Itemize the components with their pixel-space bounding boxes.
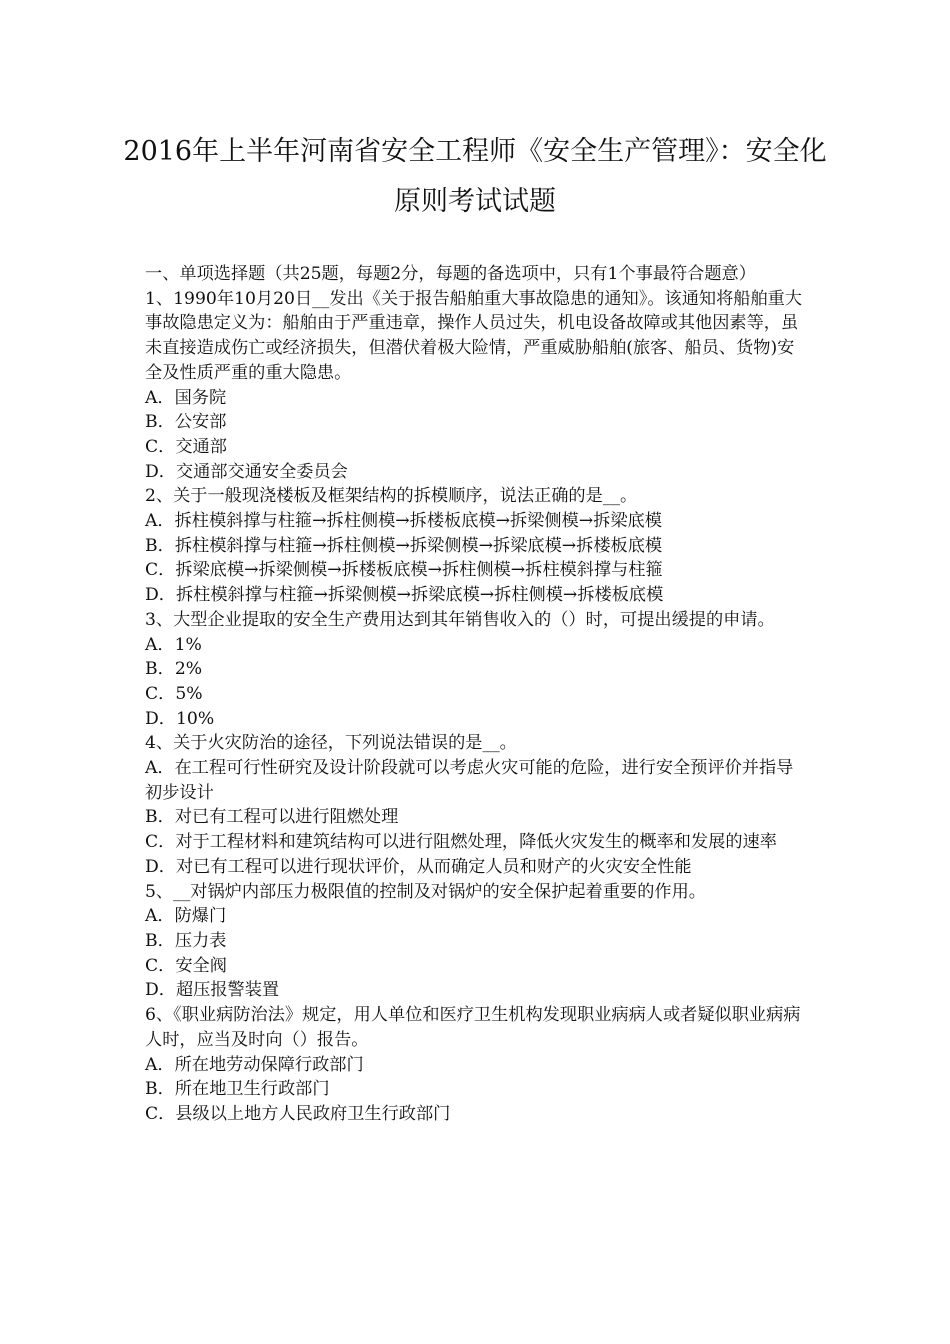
question-stem: 1、1990年10月20日__发出《关于报告船舶重大事故隐患的通知》。该通知将船舶重大事故隐患定义为：船舶由于严重违章，操作人员过失，机电设备故障或其他因素等，虽未直接造成伤亡或经济损失，但潜伏着极大险情，严重威胁船舶(旅客、船员、货物)安全及性质严重的重大隐患。 (145, 288, 803, 383)
option-d: D．对已有工程可以进行现状评价，从而确定人员和财产的火灾安全性能 (145, 856, 692, 877)
option-b: B．公安部 (145, 412, 227, 433)
option-b: B．所在地卫生行政部门 (145, 1079, 330, 1100)
option-a: A．1% (145, 634, 202, 655)
option-c: C．安全阀 (145, 955, 227, 976)
option-b: B．2% (145, 659, 203, 680)
document-body (145, 262, 808, 1127)
option-a: A．所在地劳动保障行政部门 (145, 1054, 364, 1075)
question-stem: 4、关于火灾防治的途径，下列说法错误的是__。 (145, 733, 517, 754)
question-stem: 5、__对锅炉内部压力极限值的控制及对锅炉的安全保护起着重要的作用。 (145, 881, 706, 902)
option-c: C．5% (145, 683, 203, 704)
option-a: A．拆柱模斜撑与柱箍→拆柱侧模→拆楼板底模→拆梁侧模→拆梁底模 (145, 511, 662, 532)
option-a: A．防爆门 (145, 906, 227, 927)
option-b: B．拆柱模斜撑与柱箍→拆柱侧模→拆梁侧模→拆梁底模→拆楼板底模 (145, 535, 663, 556)
option-c: C．拆梁底模→拆梁侧模→拆楼板底模→拆柱侧模→拆柱模斜撑与柱箍 (145, 560, 663, 581)
document-title-line-1: 2016年上半年河南省安全工程师《安全生产管理》：安全化 (123, 136, 827, 167)
question-3 (145, 608, 808, 732)
option-b: B．对已有工程可以进行阻燃处理 (145, 807, 399, 828)
question-1 (145, 287, 808, 485)
option-d: D．拆柱模斜撑与柱箍→拆梁侧模→拆梁底模→拆柱侧模→拆楼板底模 (145, 585, 664, 606)
document-title-line-2: 原则考试试题 (394, 186, 556, 217)
option-d: D．10% (145, 708, 215, 729)
option-c: C．交通部 (145, 436, 227, 457)
section-header: 一、单项选择题（共25题，每题2分，每题的备选项中，只有1个事最符合题意） (145, 264, 756, 284)
question-5 (145, 880, 808, 1004)
option-c: C．县级以上地方人民政府卫生行政部门 (145, 1103, 451, 1124)
option-b: B．压力表 (145, 930, 227, 951)
question-2 (145, 484, 808, 608)
question-4 (145, 731, 808, 879)
question-stem: 2、关于一般现浇楼板及框架结构的拆模顺序，说法正确的是__。 (145, 486, 638, 507)
option-a: A．国务院 (145, 387, 227, 408)
question-6 (145, 1003, 808, 1127)
option-a: A．在工程可行性研究及设计阶段就可以考虑火灾可能的危险，进行安全预评价并指导初步设计 (145, 758, 794, 803)
question-stem: 6、《职业病防治法》规定，用人单位和医疗卫生机构发现职业病病人或者疑似职业病病人时，应当及时向（）报告。 (145, 1005, 801, 1050)
option-d: D．超压报警装置 (145, 980, 280, 1001)
option-d: D．交通部交通安全委员会 (145, 461, 348, 482)
question-stem: 3、大型企业提取的安全生产费用达到其年销售收入的（）时，可提出缓提的申请。 (145, 609, 775, 630)
option-c: C．对于工程材料和建筑结构可以进行阻燃处理，降低火灾发生的概率和发展的速率 (145, 832, 777, 853)
